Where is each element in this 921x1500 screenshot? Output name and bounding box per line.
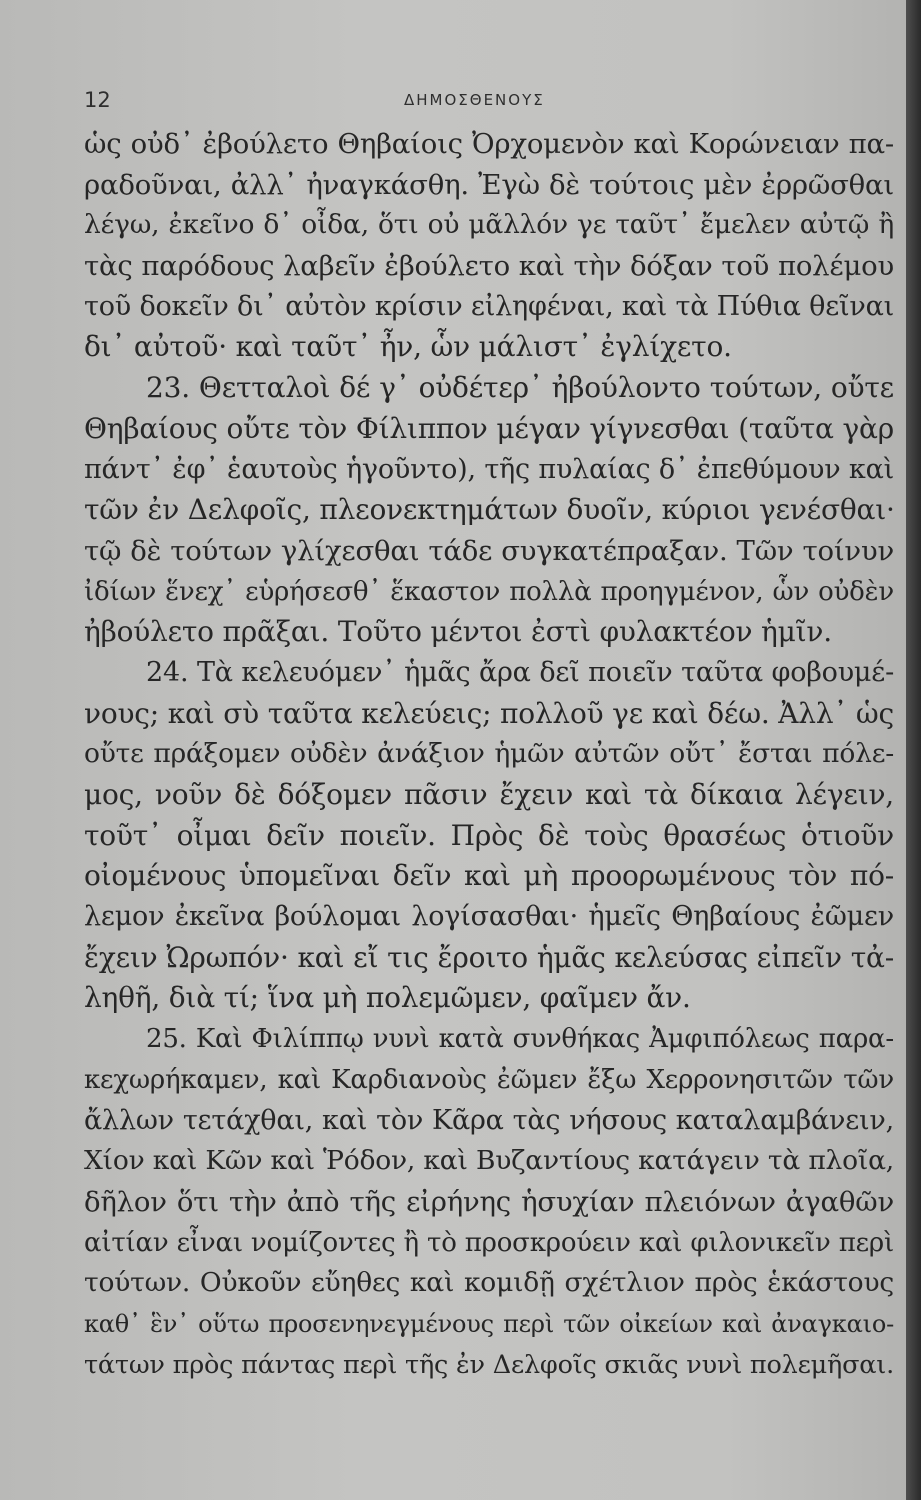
text-line: Χίον καὶ Κῶν καὶ Ῥόδον, καὶ Βυζαντίους κατάγειν τὰ πλοῖα, <box>84 1145 894 1177</box>
page-edge-shadow <box>906 0 921 1500</box>
page-number: 12 <box>84 88 111 112</box>
text-line: Θηβαίους οὔτε τὸν Φίλιππον μέγαν γίγνεσθαι (ταῦτα γὰρ <box>84 411 894 445</box>
text-line: δι᾽ αὐτοῦ· καὶ ταῦτ᾽ ἦν, ὧν μάλιστ᾽ ἐγλίχετο. <box>84 330 732 364</box>
text-line: νους; καὶ σὺ ταῦτα κελεύεις; πολλοῦ γε καὶ δέω. Ἀλλ᾽ ὡς <box>84 696 894 730</box>
text-line: ὡς οὐδ᾽ ἐβούλετο Θηβαίοις Ὀρχομενὸν καὶ Κορώνειαν πα- <box>84 128 894 160</box>
section-25-start: 25. Καὶ Φιλίππῳ νυνὶ κατὰ συνθήκας Ἀμφιπόλεως παρα- <box>146 1024 894 1055</box>
text-line: πάντ᾽ ἐφ᾽ ἑαυτοὺς ἡγοῦντο), τῆς πυλαίας δ᾽ ἐπεθύμουν καὶ <box>84 453 894 485</box>
text-line: οὔτε πράξομεν οὐδὲν ἀνάξιον ἡμῶν αὐτῶν οὔτ᾽ ἔσται πόλε- <box>84 738 894 770</box>
text-line: τούτων. Οὐκοῦν εὔηθες καὶ κομιδῇ σχέτλιον πρὸς ἑκάστους <box>84 1267 894 1299</box>
text-line: ληθῆ, διὰ τί; ἵνα μὴ πολεμῶμεν, φαῖμεν ἄν. <box>84 981 691 1015</box>
text-line: καθ᾽ ἓν᾽ οὕτω προσενηνεγμένους περὶ τῶν οἰκείων καὶ ἀναγκαιο- <box>84 1309 894 1338</box>
running-head <box>84 88 824 112</box>
text-line: ἔχειν Ὠρωπόν· καὶ εἴ τις ἔροιτο ἡμᾶς κελεύσας εἰπεῖν τἀ- <box>84 940 894 974</box>
text-line: ἠβούλετο πρᾶξαι. Τοῦτο μέντοι ἐστὶ φυλακτέον ἡμῖν. <box>84 615 832 649</box>
text-line: τοῦτ᾽ οἶμαι δεῖν ποιεῖν. Πρὸς δὲ τοὺς θρασέως ὁτιοῦν <box>84 818 894 852</box>
text-line: λέγω, ἐκεῖνο δ᾽ οἶδα, ὅτι οὐ μᾶλλόν γε ταῦτ᾽ ἔμελεν αὐτῷ ἢ <box>84 209 894 241</box>
running-title: ΔΗΜΟΣΘΕΝΟΥΣ <box>404 91 545 109</box>
text-line: ραδοῦναι, ἀλλ᾽ ἠναγκάσθη. Ἐγὼ δὲ τούτοις μὲν ἐρρῶσθαι <box>84 168 894 201</box>
text-line: ἄλλων τετάχθαι, καὶ τὸν Κᾶρα τὰς νήσους καταλαμβάνειν, <box>84 1104 894 1136</box>
section-24-start: 24. Τὰ κελευόμεν᾽ ἡμᾶς ἄρα δεῖ ποιεῖν ταῦτα φοβουμέ- <box>146 656 894 688</box>
text-line: τάτων πρὸς πάντας περὶ τῆς ἐν Δελφοῖς σκιᾶς νυνὶ πολεμῆσαι. <box>84 1349 894 1380</box>
body-text <box>84 124 894 1385</box>
text-line: δῆλον ὅτι τὴν ἀπὸ τῆς εἰρήνης ἡσυχίαν πλειόνων ἀγαθῶν <box>84 1185 894 1218</box>
text-line: τῷ δὲ τούτων γλίχεσθαι τάδε συγκατέπραξαν. Τῶν τοίνυν <box>84 534 894 567</box>
text-line: αἰτίαν εἶναι νομίζοντες ἢ τὸ προσκρούειν καὶ φιλονικεῖν περὶ <box>84 1227 894 1258</box>
section-23-start: 23. Θετταλοὶ δέ γ᾽ οὐδέτερ᾽ ἠβούλοντο τούτων, οὔτε <box>146 371 894 405</box>
text-line: τοῦ δοκεῖν δι᾽ αὐτὸν κρίσιν εἰληφέναι, καὶ τὰ Πύθια θεῖναι <box>84 290 894 322</box>
text-line: ἰδίων ἕνεχ᾽ εὑρήσεσθ᾽ ἕκαστον πολλὰ προηγμένον, ὧν οὐδὲν <box>84 576 894 607</box>
text-line: τῶν ἐν Δελφοῖς, πλεονεκτημάτων δυοῖν, κύριοι γενέσθαι· <box>84 493 895 527</box>
text-line: μος, νοῦν δὲ δόξομεν πᾶσιν ἔχειν καὶ τὰ δίκαια λέγειν, <box>84 778 894 811</box>
text-line: λεμον ἐκεῖνα βούλομαι λογίσασθαι· ἡμεῖς Θηβαίους ἐῶμεν <box>84 901 894 933</box>
text-line: οἰομένους ὑπομεῖναι δεῖν καὶ μὴ προορωμένους τὸν πό- <box>84 859 894 893</box>
text-line: τὰς παρόδους λαβεῖν ἐβούλετο καὶ τὴν δόξαν τοῦ πολέμου <box>84 250 894 283</box>
text-line: κεχωρήκαμεν, καὶ Καρδιανοὺς ἐῶμεν ἔξω Χερρονησιτῶν τῶν <box>84 1064 894 1095</box>
